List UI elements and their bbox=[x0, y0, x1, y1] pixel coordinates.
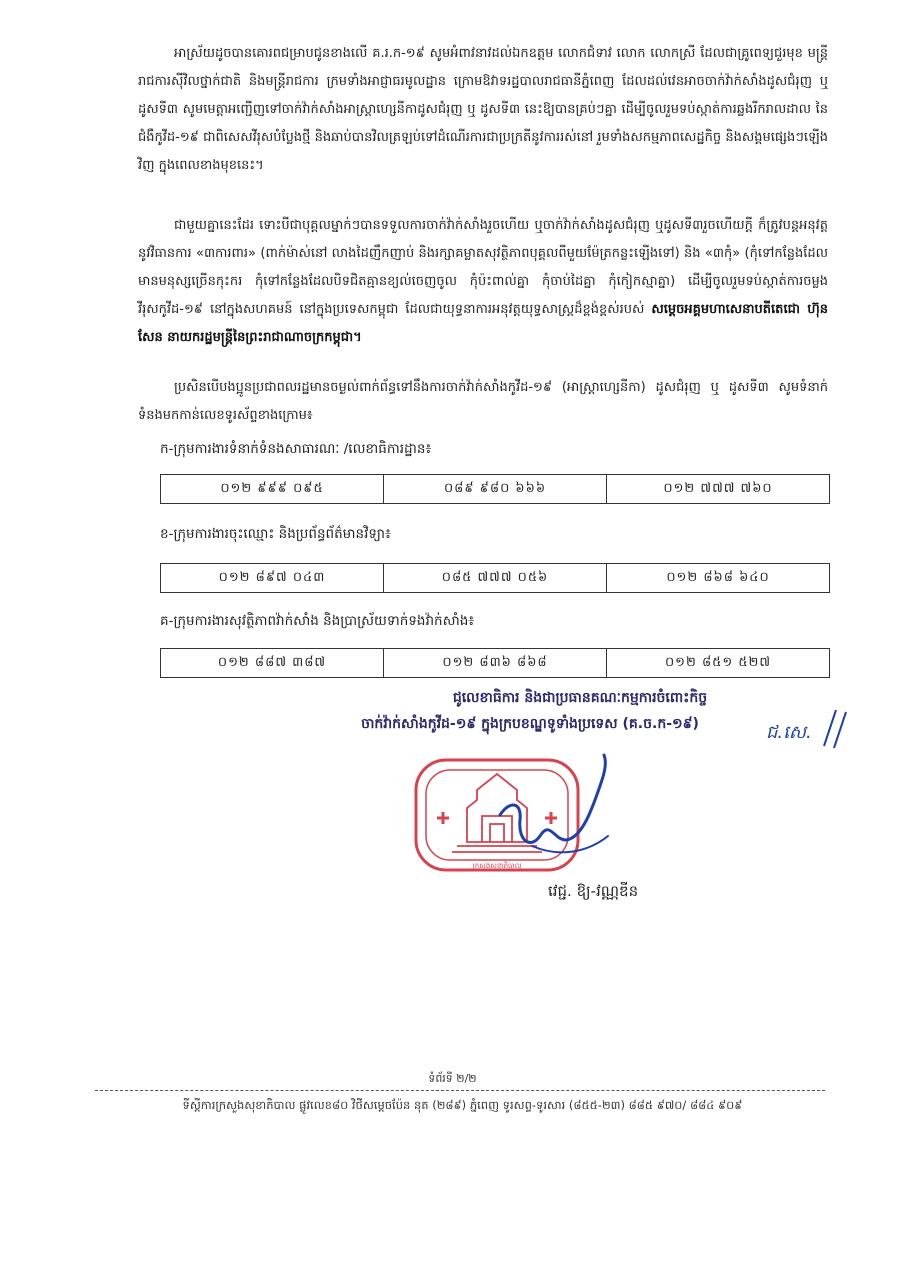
paragraph-contact bbox=[138, 374, 828, 430]
signature-title-line1: ជូលេខាធិការ និងជាប្រធានគណៈកម្មការចំពោះកិច្ច bbox=[452, 690, 708, 706]
phone-number: ០១២ ៨៩៧ ០៤៣ bbox=[161, 564, 384, 593]
phone-number: ០១២ ៩៩៩ ០៩៥ bbox=[161, 475, 384, 504]
phone-number: ០៨៥ ៧៧៧ ០៥៦ bbox=[384, 564, 607, 593]
phone-number: ០៨៩ ៩៨០ ៦៦៦ bbox=[384, 475, 607, 504]
signature-title-line2: ចាក់វ៉ាក់សាំងកូវីដ-១៩ ក្នុងក្របខណ្ឌទូទាំងប្រទេស (គ.ច.ក-១៩) bbox=[361, 716, 699, 732]
seal-text: ក្រសួងសុខាភិបាល bbox=[472, 862, 522, 870]
group-b-title: ខ-ក្រុមការងារចុះឈ្មោះ និងប្រព័ន្ធព័ត៌មានវិទ្យា៖ bbox=[160, 526, 391, 542]
phone-number: ០១២ ៧៧៧ ៧៦០ bbox=[607, 475, 830, 504]
group-c-title: គ-ក្រុមការងារសុវត្ថិភាពវ៉ាក់សាំង និងប្រាស្រ័យទាក់ទងវ៉ាក់សាំង៖ bbox=[160, 613, 475, 629]
group-a-title: ក-ក្រុមការងារទំនាក់ទំនងសាធារណៈ /លេខាធិការដ្ឋាន៖ bbox=[160, 441, 432, 457]
handwritten-signature bbox=[470, 740, 620, 890]
page-number: ទំព័រទី ២/២ bbox=[428, 1072, 477, 1085]
group-c-phone-table bbox=[160, 648, 830, 678]
phone-number: ០១២ ៨៦៨ ៦៤០ bbox=[607, 564, 830, 593]
group-b-phone-table bbox=[160, 563, 830, 593]
footer-address: ទីស្តីការក្រសួងសុខាភិបាល ផ្លូវលេខ៨០ វិថីសម្តេចប៉ែន នុត (២៨៩) ភ្នំពេញ ទូរសព្ទ-ទូរសារ (៨៥៥-២៣) ៨៨៥ ៩៧០/ ៨៨៤ ៩០៩ bbox=[182, 1098, 743, 1112]
phone-number: ០១២ ៨៨៧ ៣៨៧ bbox=[161, 649, 384, 678]
paragraph-prevention-text: ជាមួយគ្នានេះដែរ ទោះបីជាបុគ្គលម្នាក់ៗបានទទួលការចាក់វ៉ាក់សាំងរួចហើយ ឬចាក់វ៉ាក់សាំងដូសជំរុញ ឬដូសទី៣រួចហើយក្តី ក៏ត្រូវបន្តអនុវត្តនូវវិធានការ «៣ការពារ» (ពាក់ម៉ាស់នៅ លាងដៃញឹកញាប់ និងរក្សាគម្លាតសុវត្ថិភាពបុគ្គលពីមួយម៉ែត្រកន្លះឡើងទៅ) និង «៣កុំ» (កុំទៅកន្លែងដែលមានមនុស្សច្រើនកុះករ កុំទៅកន្លែងដែលបិទជិតគ្មានខ្យល់ចេញចូល កុំប៉ះពាល់គ្នា កុំចាប់ដៃគ្នា កុំកៀកស្មាគ្នា) ដើម្បីចូលរួមទប់ស្កាត់ការចម្លងវីរុសកូវីដ-១៩ នៅក្នុងសហគមន៍ នៅក្នុងប្រទេសកម្ពុជា ដែលជាយុទ្ធនាការអនុវត្តយុទ្ធសាស្ត្រដ៏ខ្ពង់ខ្ពស់របស់ bbox=[138, 218, 828, 317]
phone-number: ០១២ ៨៣៦ ៨៦៨ bbox=[384, 649, 607, 678]
footer-divider bbox=[95, 1090, 825, 1091]
paragraph-announcement-text: អាស្រ័យដូចបានគោរពជម្រាបជូនខាងលើ គ.រ.ក-១៩ សូមអំពាវនាវដល់ឯកឧត្តម លោកជំទាវ លោក លោកស្រី ដែលជាគ្រូពេទ្យជួរមុខ មន្ត្រីរាជការស៊ីវិលថ្នាក់ជាតិ និងមន្ត្រីរាជការ ក្រមទាំងអាជ្ញាធរមូលដ្ឋាន ក្រោមឱវាទរដ្ឋបាលរាជធានីភ្នំពេញ ដែលដល់វេនអាចចាក់វ៉ាក់សាំងដូសជំរុញ ឬ ដូសទី៣ សូមមេត្តាអញ្ជើញទៅចាក់វ៉ាក់សាំងអាស្ត្រាហ្សេនីកាដូសជំរុញ ឬ ដូសទី៣ នេះឱ្យបានគ្រប់ៗគ្នា ដើម្បីចូលរួមទប់ស្កាត់ការឆ្លងរីករាលដាល នៃជំងឺកូវីដ-១៩ ជាពិសេសវីរុសបំប្លែងថ្មី និងឆាប់បានវិលត្រឡប់ទៅដំណើរការជាប្រក្រតីនូវការរស់នៅ រួមទាំងសកម្មភាពសេដ្ឋកិច្ច និងសង្គមផ្សេងៗឡើងវិញ ក្នុងពេលខាងមុខនេះ។ bbox=[138, 46, 828, 173]
paragraph-announcement bbox=[138, 40, 828, 180]
table-row bbox=[161, 649, 830, 678]
table-row bbox=[161, 564, 830, 593]
group-a-phone-table bbox=[160, 474, 830, 504]
table-row bbox=[161, 475, 830, 504]
initial-text: ជ.សេ. bbox=[766, 722, 812, 743]
paragraph-prevention-bold: សម្តេចអគ្គមហាសេនាបតីតេជោ ហ៊ុន សែន នាយករដ្ឋមន្ត្រីនៃព្រះរាជាណាចក្រកម្ពុជា។ bbox=[138, 302, 828, 345]
initial-mark bbox=[762, 706, 852, 752]
paragraph-prevention bbox=[138, 212, 828, 352]
phone-number: ០១២ ៨៥១ ៥២៧ bbox=[607, 649, 830, 678]
paragraph-contact-text: ប្រសិនបើបងប្អូនប្រជាពលរដ្ឋមានចម្ងល់ពាក់ព័ន្ធទៅនឹងការចាក់វ៉ាក់សាំងកូវីដ-១៩ (អាស្ត្រាហ្សេនីកា) ដូសជំរុញ ឬ ដូសទី៣ សូមទំនាក់ទំនងមកកាន់លេខទូរស័ព្ទខាងក្រោម៖ bbox=[138, 380, 828, 423]
signer-name: វេជ្ជ. ឱ្យ-វណ្ណឌីន bbox=[548, 882, 639, 900]
